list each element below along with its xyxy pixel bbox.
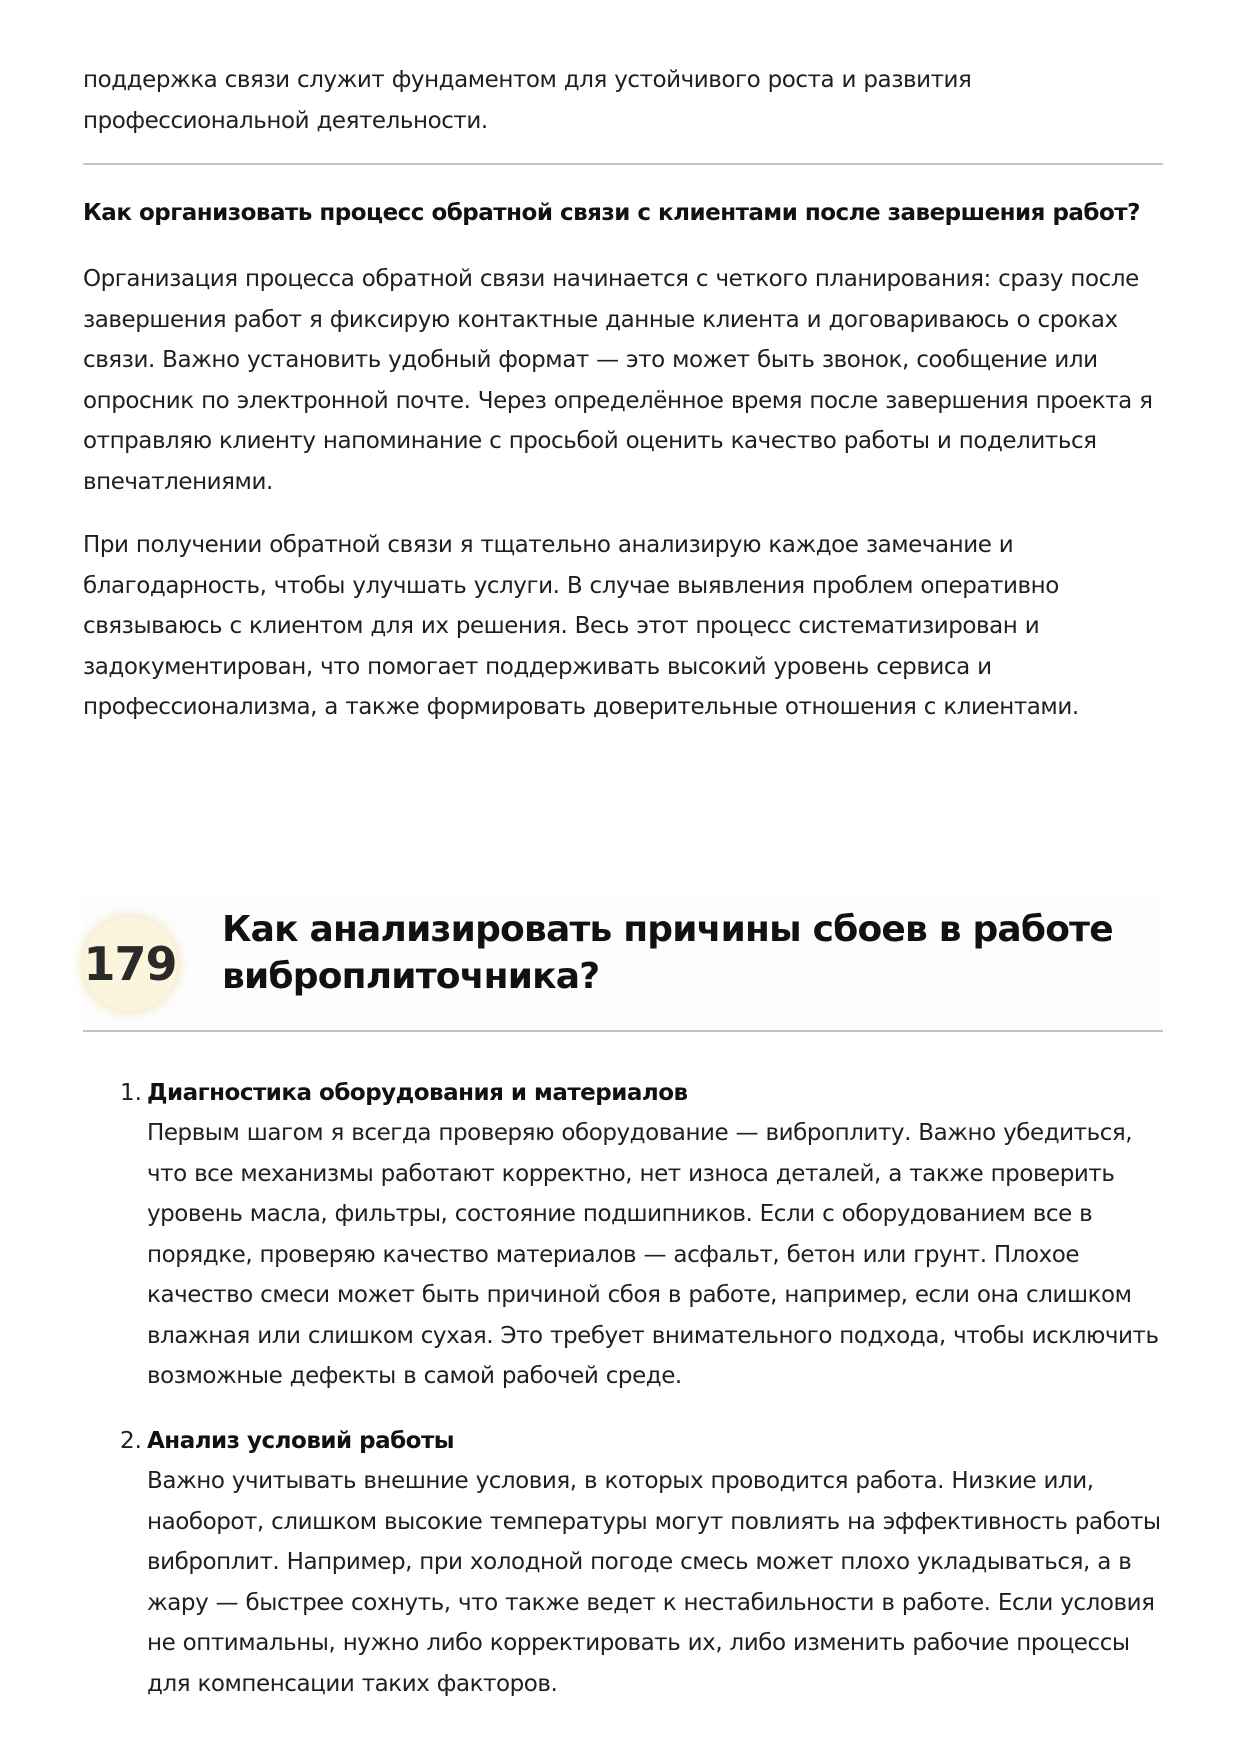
list-item-title: Анализ условий работы <box>147 1428 455 1454</box>
answer-paragraph-2: При получении обратной связи я тщательно анализирую каждое замечание и благодарность, чтобы улучшать услуги. В случае выявления проблем оперативно связываюсь с клиентом для их решения. Весь этот процесс систематизирован и задокументирован, что помогает поддерживать высокий уровень сервиса и профессионализма, а также формировать доверительные отношения с клиентами. <box>83 532 1079 720</box>
intro-paragraph: поддержка связи служит фундаментом для устойчивого роста и развития профессиональной деятельности. <box>83 67 972 134</box>
list-item-number: 1. <box>120 1080 142 1106</box>
list-item-number: 2. <box>120 1428 142 1454</box>
question-heading: Как организовать процесс обратной связи с клиентами после завершения работ? <box>83 200 1140 226</box>
list-item-title: Диагностика оборудования и материалов <box>147 1080 688 1106</box>
answer-paragraph-1: Организация процесса обратной связи начинается с четкого планирования: сразу после завершения работ я фиксирую контактные данные клиента и договариваюсь о сроках связи. Важно установить удобный формат — это может быть звонок, сообщение или опросник по электронной почте. Через определённое время после завершения проекта я отправляю клиенту напоминание с просьбой оценить качество работы и поделиться впечатлениями. <box>83 266 1153 495</box>
list-item-text: Важно учитывать внешние условия, в которых проводится работа. Низкие или, наоборот, слишком высокие температуры могут повлиять на эффективность работы виброплит. Например, при холодной погоде смесь может плохо укладываться, а в жару — быстрее сохнуть, что также ведет к нестабильности в работе. Если условия не оптимальны, нужно либо корректировать их, либо изменить рабочие процессы для компенсации таких факторов. <box>147 1468 1161 1697</box>
section-header <box>83 898 1163 1032</box>
section-number-badge: 179 <box>83 917 177 1011</box>
section-title: Как анализировать причины сбоев в работе виброплиточника? <box>222 909 1113 997</box>
list-item-text: Первым шагом я всегда проверяю оборудование — виброплиту. Важно убедиться, что все механизмы работают корректно, нет износа деталей, а также проверить уровень масла, фильтры, состояние подшипников. Если с оборудованием все в порядке, проверяю качество материалов — асфальт, бетон или грунт. Плохое качество смеси может быть причиной сбоя в работе, например, если она слишком влажная или слишком сухая. Это требует внимательного подхода, чтобы исключить возможные дефекты в самой рабочей среде. <box>147 1120 1159 1389</box>
section-divider <box>83 163 1163 165</box>
